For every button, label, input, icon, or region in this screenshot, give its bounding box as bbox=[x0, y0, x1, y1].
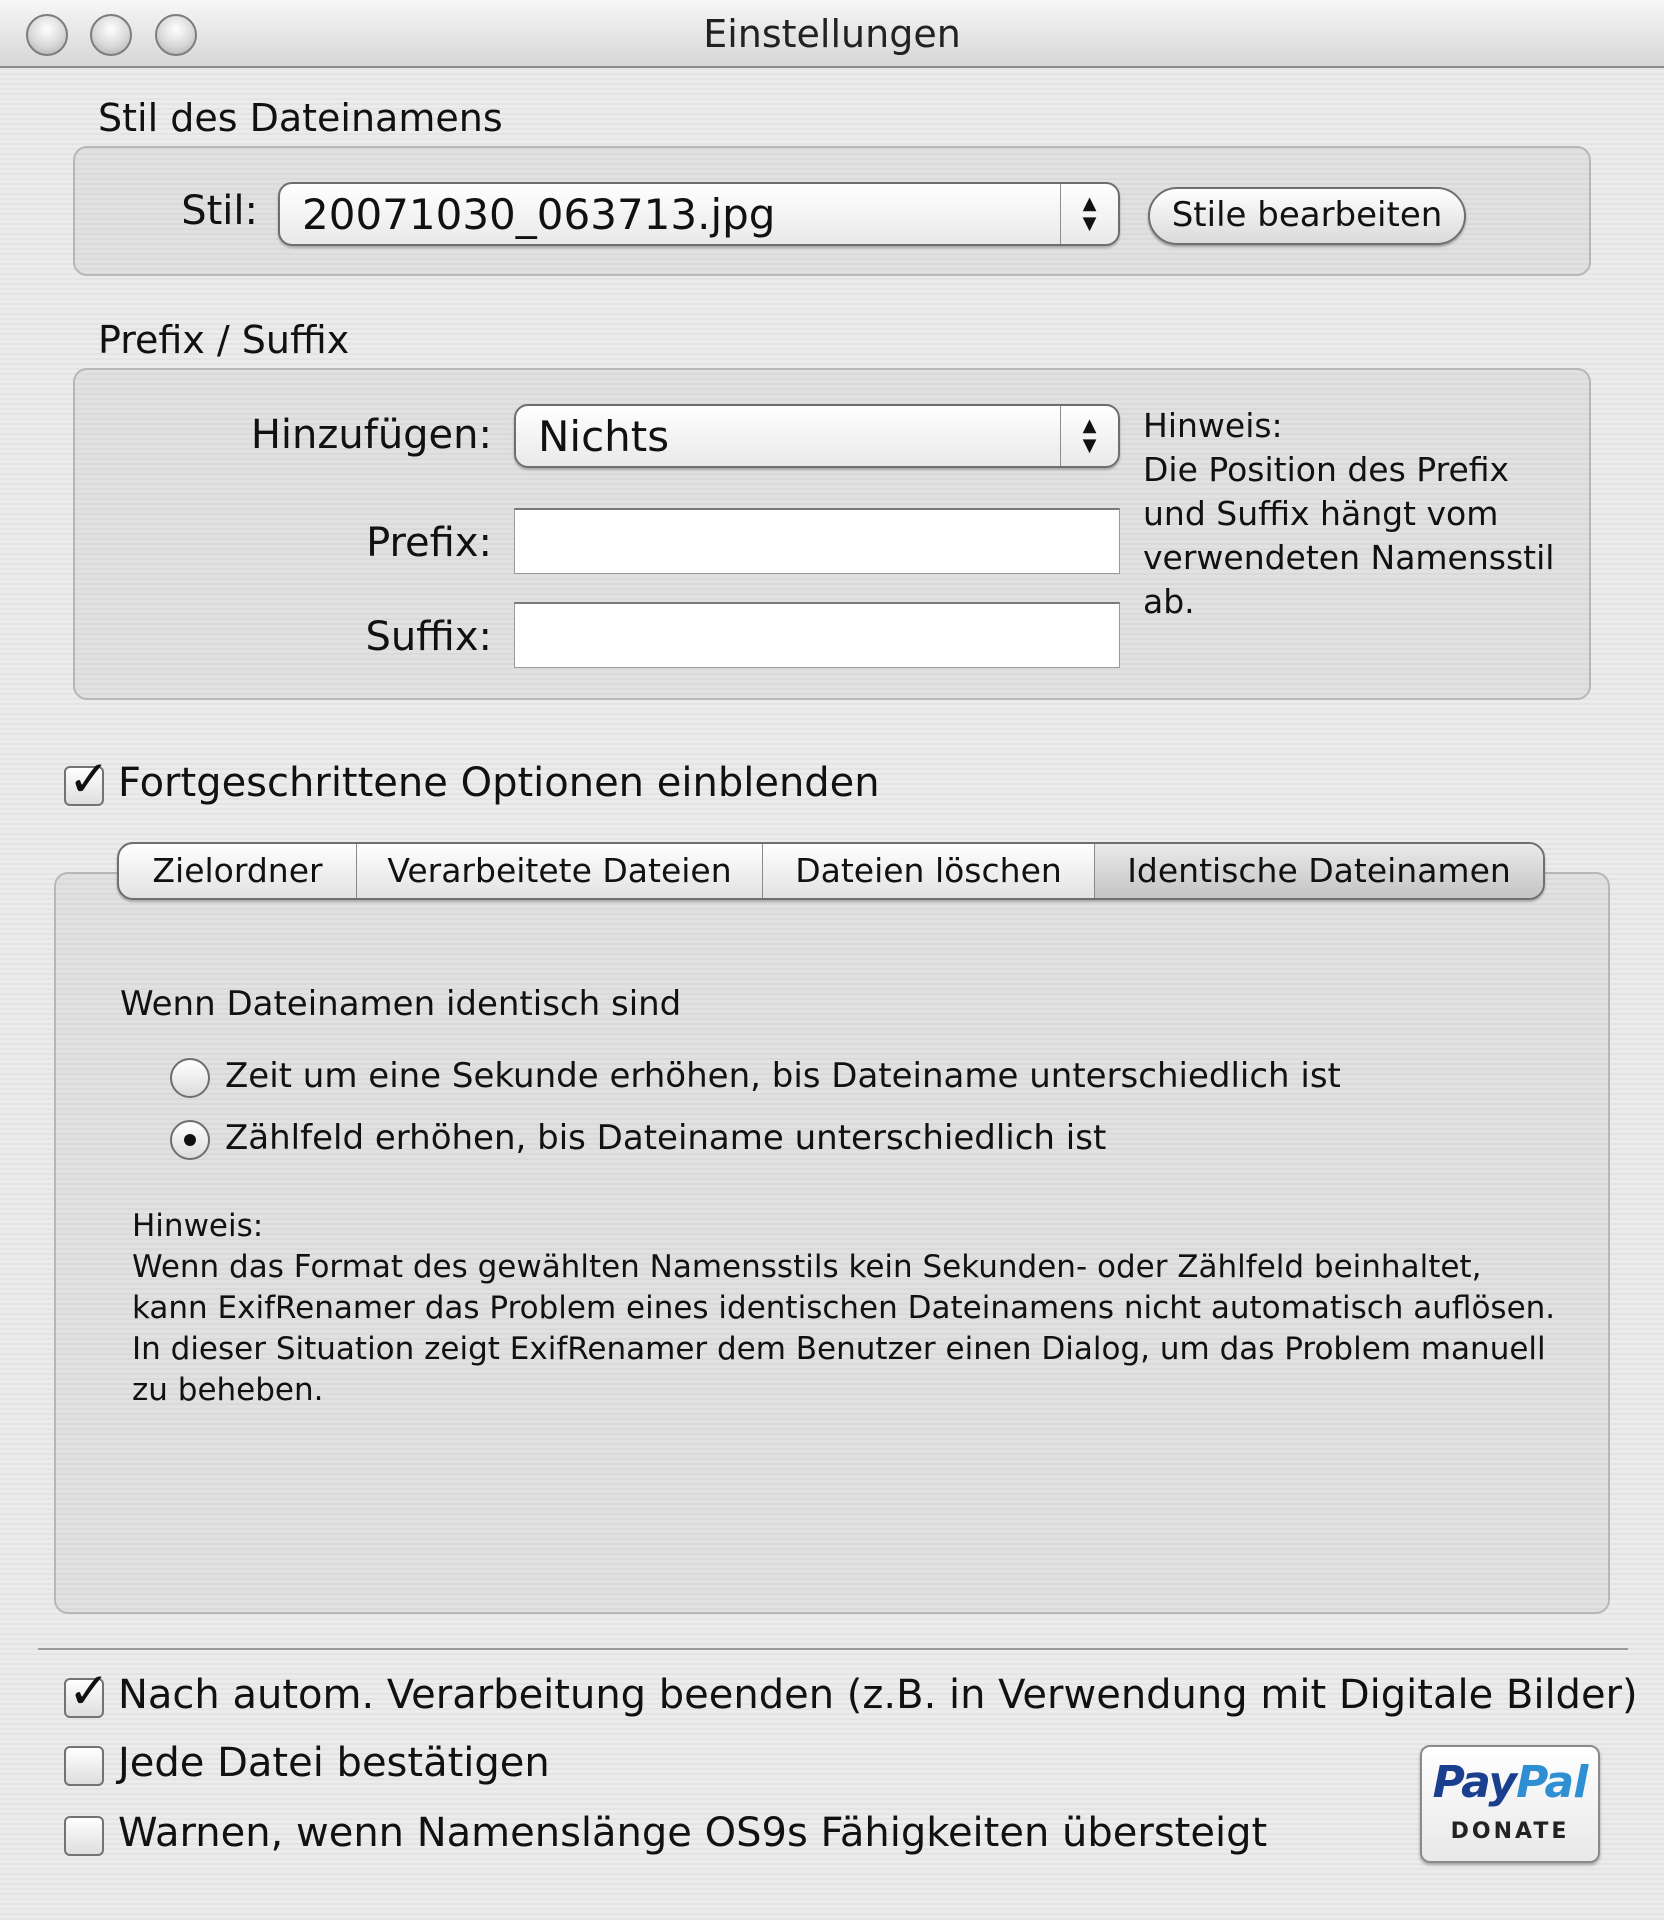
checkmark-icon: ✓ bbox=[68, 1662, 110, 1720]
paypal-donate-button[interactable] bbox=[1420, 1745, 1600, 1863]
radio-increase-time[interactable] bbox=[170, 1058, 210, 1098]
donate-label: DONATE bbox=[1450, 1819, 1570, 1844]
advanced-options-label: Fortgeschrittene Optionen einblenden bbox=[118, 760, 880, 806]
hint-line: zu beheben. bbox=[132, 1372, 324, 1408]
add-label: Hinzufügen: bbox=[250, 412, 492, 458]
warn-name-length-label: Warnen, wenn Namenslänge OS9s Fähigkeiten übersteigt bbox=[118, 1810, 1268, 1856]
radio-increase-time-label[interactable]: Zeit um eine Sekunde erhöhen, bis Dateiname unterschiedlich ist bbox=[225, 1056, 1341, 1096]
hint-title: Hinweis: bbox=[132, 1208, 264, 1244]
tab-verarbeitete-dateien[interactable]: Verarbeitete Dateien bbox=[357, 844, 763, 898]
hint-title: Hinweis: bbox=[1143, 406, 1283, 445]
radio-increase-counter[interactable] bbox=[170, 1120, 210, 1160]
quit-after-processing-label: Nach autom. Verarbeitung beenden (z.B. in Verwendung mit Digitale Bilder) bbox=[118, 1672, 1638, 1718]
tab-bar bbox=[117, 842, 1545, 900]
prefix-label: Prefix: bbox=[366, 520, 492, 566]
suffix-label: Suffix: bbox=[365, 614, 492, 660]
advanced-options-checkbox[interactable] bbox=[64, 750, 110, 808]
quit-after-processing-checkbox[interactable] bbox=[64, 1662, 110, 1720]
tab-identische-dateinamen[interactable]: Identische Dateinamen bbox=[1095, 844, 1543, 898]
prefix-input[interactable] bbox=[514, 508, 1120, 574]
identical-names-heading: Wenn Dateinamen identisch sind bbox=[120, 984, 682, 1024]
tab-zielordner[interactable]: Zielordner bbox=[119, 844, 357, 898]
hint-line: ab. bbox=[1143, 582, 1195, 621]
suffix-input[interactable] bbox=[514, 602, 1120, 668]
hint-line: In dieser Situation zeigt ExifRenamer dem Benutzer einen Dialog, um das Problem manuell bbox=[132, 1331, 1546, 1367]
title-bar bbox=[0, 0, 1664, 68]
edit-styles-button[interactable]: Stile bearbeiten bbox=[1148, 187, 1466, 245]
window-title: Einstellungen bbox=[703, 12, 961, 56]
hint-line: Wenn das Format des gewählten Namensstils kein Sekunden- oder Zählfeld beinhaltet, bbox=[132, 1249, 1482, 1285]
checkmark-icon: ✓ bbox=[68, 750, 110, 808]
confirm-each-file-checkbox[interactable] bbox=[64, 1746, 104, 1786]
hint-line: kann ExifRenamer das Problem eines identischen Dateinamens nicht automatisch auflösen. bbox=[132, 1290, 1556, 1326]
warn-name-length-checkbox[interactable] bbox=[64, 1816, 104, 1856]
identical-names-hint bbox=[132, 1206, 1592, 1411]
style-popup[interactable] bbox=[278, 182, 1120, 246]
popup-arrows-icon: ▲ ▼ bbox=[1060, 406, 1118, 466]
tab-dateien-loeschen[interactable]: Dateien löschen bbox=[763, 844, 1095, 898]
separator bbox=[38, 1648, 1628, 1650]
style-label: Stil: bbox=[181, 188, 258, 234]
style-popup-value: 20071030_063713.jpg bbox=[302, 190, 776, 239]
hint-line: und Suffix hängt vom bbox=[1143, 494, 1499, 533]
paypal-logo: PayPal bbox=[1432, 1757, 1588, 1808]
hint-line: verwendeten Namensstil bbox=[1143, 538, 1555, 577]
confirm-each-file-label: Jede Datei bestätigen bbox=[118, 1740, 550, 1786]
popup-arrows-icon: ▲ ▼ bbox=[1060, 184, 1118, 244]
prefix-suffix-hint bbox=[1143, 404, 1593, 624]
prefix-suffix-section-title: Prefix / Suffix bbox=[98, 318, 350, 362]
add-popup[interactable] bbox=[514, 404, 1120, 468]
radio-increase-counter-label[interactable]: Zählfeld erhöhen, bis Dateiname unterschiedlich ist bbox=[225, 1118, 1107, 1158]
hint-line: Die Position des Prefix bbox=[1143, 450, 1510, 489]
filename-style-section-title: Stil des Dateinamens bbox=[98, 96, 503, 140]
add-popup-value: Nichts bbox=[538, 412, 670, 461]
